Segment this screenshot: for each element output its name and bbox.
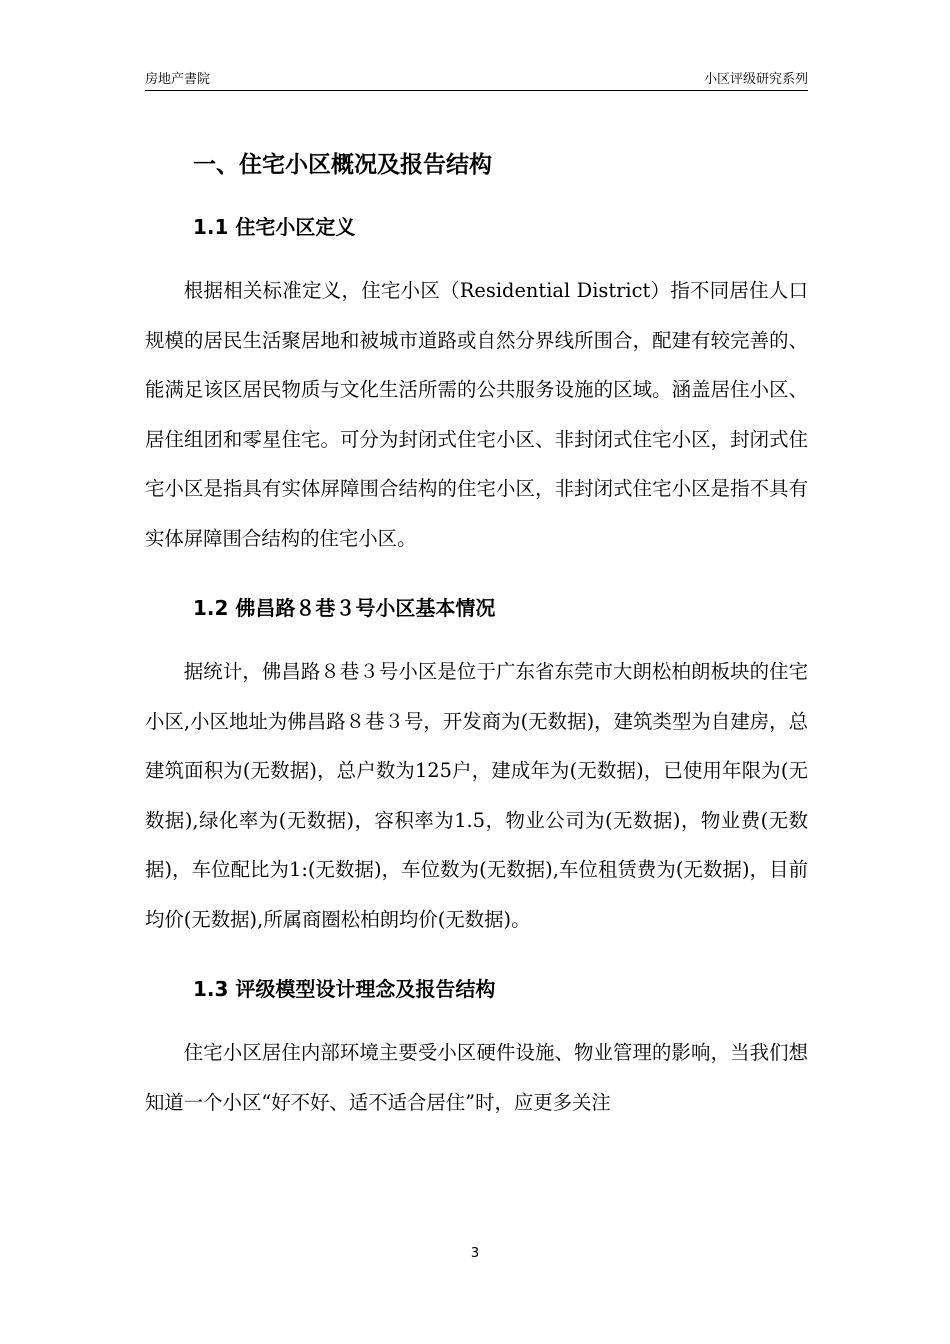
paragraph-rating-model: 住宅小区居住内部环境主要受小区硬件设施、物业管理的影响，当我们想知道一个小区“好不好、适不适合居住”时，应更多关注 — [145, 1041, 808, 1114]
header-publisher: 房地产書院 — [145, 72, 211, 87]
page-header — [145, 66, 808, 91]
paragraph-community-basics: 据统计，佛昌路８巷３号小区是位于广东省东莞市大朗松柏朗板块的住宅小区,小区地址为佛昌路８巷３号，开发商为(无数据)，建筑类型为自建房，总建筑面积为(无数据)，总户数为125户，建成年为(无数据)，已使用年限为(无数据),绿化率为(无数据)，容积率为1.5，物业公司为(无数据)，物业费(无数据)，车位配比为1:(无数据)，车位数为(无数据),车位租赁费为(无数据)，目前均价(无数据),所属商圈松柏朗均价(无数据)。 — [145, 660, 808, 931]
section-heading-1: 一、住宅小区概况及报告结构 — [193, 152, 492, 178]
section-heading-1-3: 1.3 评级模型设计理念及报告结构 — [193, 977, 496, 1001]
section-heading-1-1: 1.1 住宅小区定义 — [193, 215, 356, 239]
header-series-title: 小区评级研究系列 — [703, 72, 808, 87]
document-body — [145, 140, 808, 1127]
page-number: 3 — [470, 1246, 480, 1261]
paragraph-residential-definition: 根据相关标准定义，住宅小区（Residential District）指不同居住人口规模的居民生活聚居地和被城市道路或自然分界线所围合，配建有较完善的、能满足该区居民物质与文化生活所需的公共服务设施的区域。涵盖居住小区、居住组团和零星住宅。可分为封闭式住宅小区、非封闭式住宅小区，封闭式住宅小区是指具有实体屏障围合结构的住宅小区，非封闭式住宅小区是指不具有实体屏障围合结构的住宅小区。 — [145, 279, 808, 550]
section-heading-1-2: 1.2 佛昌路８巷３号小区基本情况 — [193, 596, 496, 620]
